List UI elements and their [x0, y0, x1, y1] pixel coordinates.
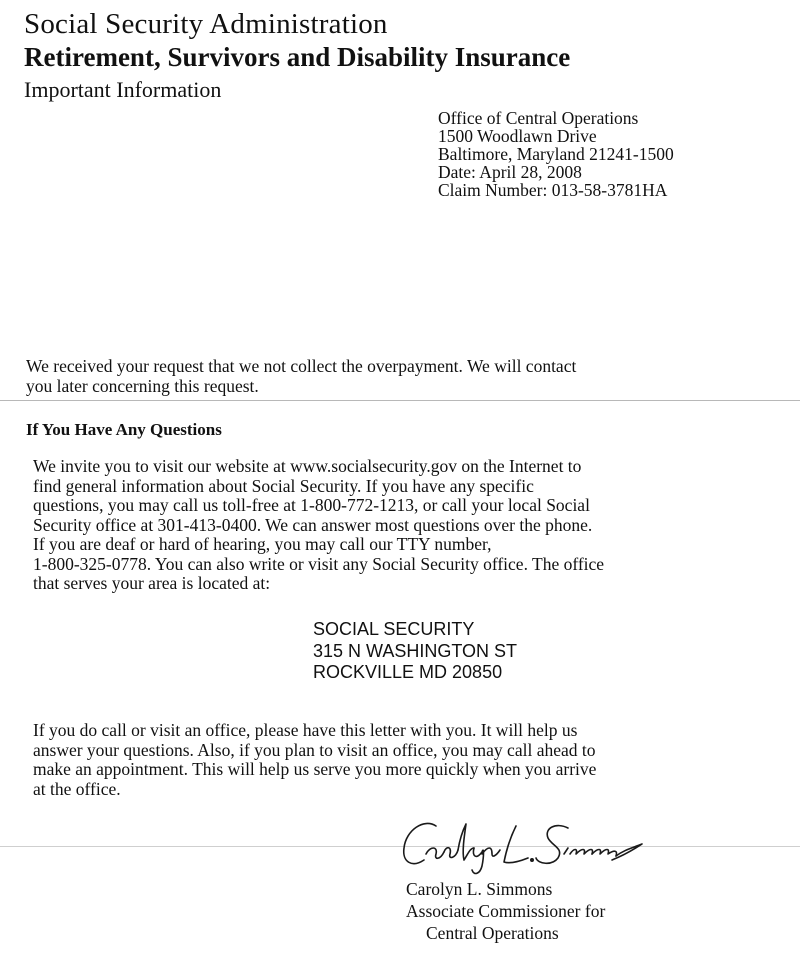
letter-date: Date: April 28, 2008	[438, 162, 582, 182]
visit-paragraph	[33, 721, 596, 799]
paragraph-line: at the office.	[33, 778, 121, 799]
paragraph-line: If you do call or visit an office, please have this letter with you. It will help us	[33, 720, 578, 740]
paragraph-line: you later concerning this request.	[26, 375, 259, 396]
program-title: Retirement, Survivors and Disability Insurance	[24, 42, 571, 72]
signer-title: Associate Commissioner for	[406, 901, 606, 921]
questions-heading: If You Have Any Questions	[26, 420, 222, 439]
signer-name: Carolyn L. Simmons	[406, 879, 553, 899]
paragraph-line: Security office at 301-413-0400. We can answer most questions over the phone.	[33, 514, 593, 535]
questions-paragraph	[33, 457, 604, 594]
office-name: Office of Central Operations	[438, 108, 639, 128]
paragraph-line: If you are deaf or hard of hearing, you may call our TTY number,	[33, 534, 492, 554]
handwritten-signature	[398, 808, 658, 880]
scan-divider-line	[0, 400, 800, 401]
local-office-city: ROCKVILLE MD 20850	[313, 662, 503, 682]
office-city: Baltimore, Maryland 21241-1500	[438, 144, 674, 164]
signer-block	[406, 878, 605, 944]
paragraph-line: that serves your area is located at:	[33, 573, 271, 593]
intro-paragraph	[26, 357, 576, 396]
notice-type: Important Information	[24, 77, 222, 102]
paragraph-line: find general information about Social Security. If you have any specific	[33, 475, 534, 496]
paragraph-line: make an appointment. This will help us serve you more quickly when you arrive	[33, 759, 597, 779]
office-address-block	[438, 109, 674, 199]
signer-department: Central Operations	[426, 923, 559, 943]
office-street: 1500 Woodlawn Drive	[438, 126, 597, 146]
paragraph-line: 1-800-325-0778. You can also write or visit any Social Security office. The office	[33, 553, 605, 574]
paragraph-line: answer your questions. Also, if you plan to visit an office, you may call ahead to	[33, 739, 596, 760]
claim-number: Claim Number: 013-58-3781HA	[438, 180, 668, 200]
local-office-street: 315 N WASHINGTON ST	[313, 640, 518, 661]
paragraph-line: We invite you to visit our website at www.socialsecurity.gov on the Internet to	[33, 456, 582, 476]
paragraph-line: questions, you may call us toll-free at 1-800-772-1213, or call your local Social	[33, 495, 590, 515]
local-office-name: SOCIAL SECURITY	[313, 619, 475, 639]
local-office-address	[313, 619, 517, 684]
paragraph-line: We received your request that we not collect the overpayment. We will contact	[26, 356, 577, 376]
agency-name: Social Security Administration	[24, 8, 388, 40]
